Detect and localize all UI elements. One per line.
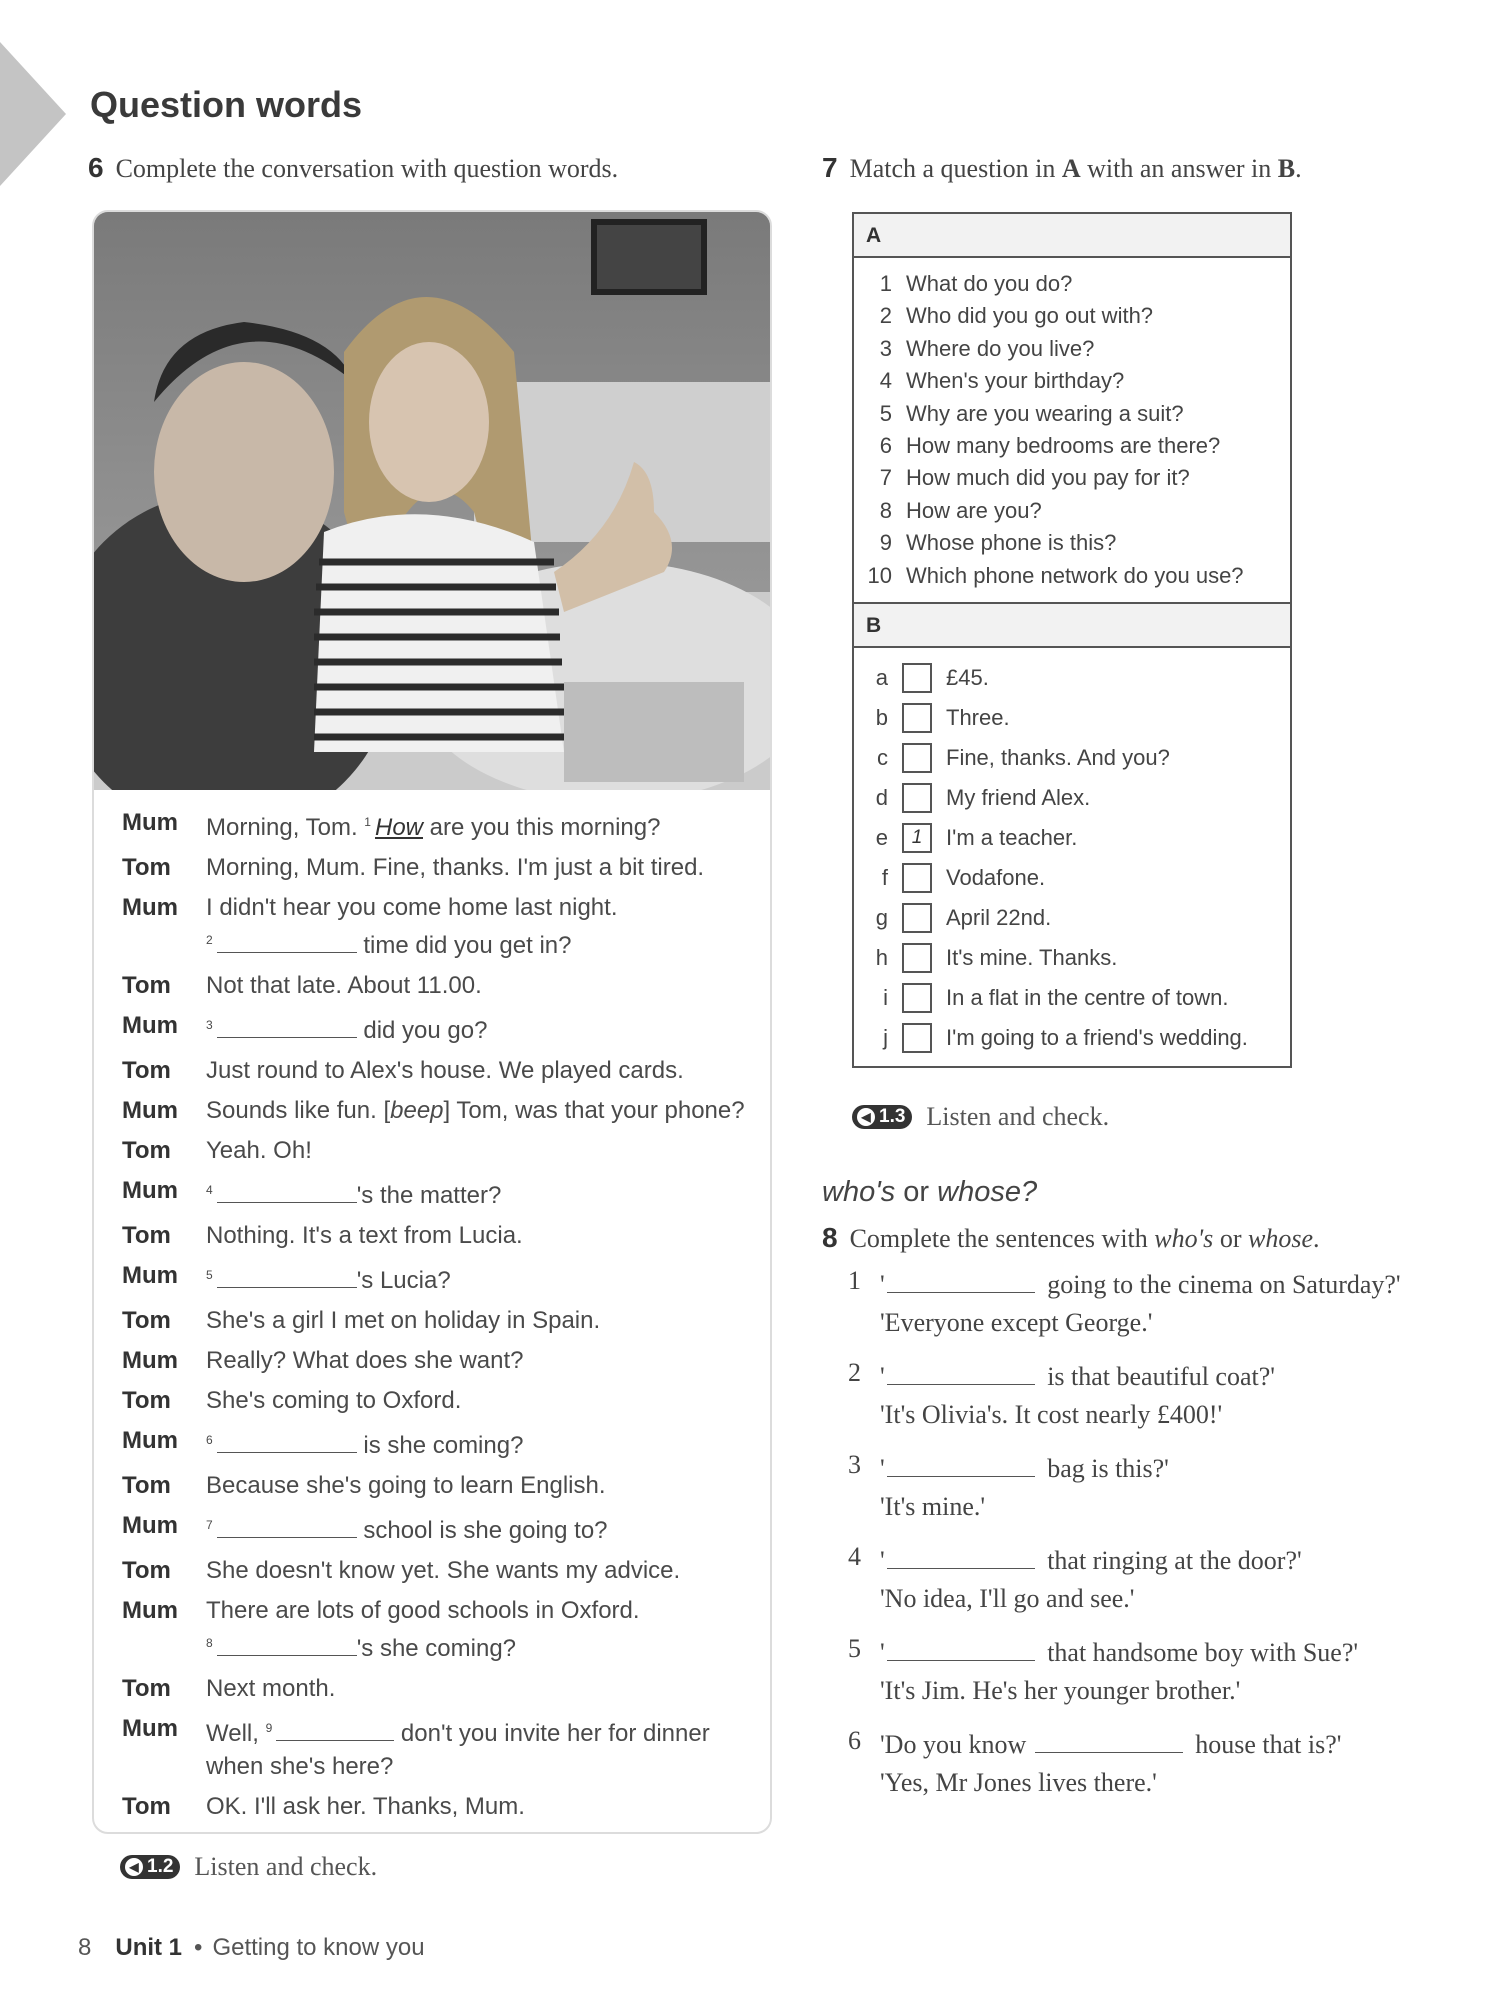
sentence-item bbox=[848, 1266, 1468, 1342]
item-number: 6 bbox=[848, 1726, 861, 1755]
speaker: Mum bbox=[122, 1597, 178, 1624]
answer-gap[interactable] bbox=[217, 1431, 357, 1453]
line-text: did you go? bbox=[356, 1017, 488, 1044]
question-number: 4 bbox=[879, 368, 892, 394]
reply-text: 'Everyone except George.' bbox=[880, 1308, 1153, 1337]
speaker: Mum bbox=[122, 1177, 178, 1204]
dialogue-line bbox=[122, 1424, 750, 1462]
answer-gap[interactable] bbox=[217, 1266, 357, 1288]
answer-letter: a bbox=[875, 665, 888, 690]
corner-tab bbox=[0, 42, 66, 186]
reply-text: 'It's Jim. He's her younger brother.' bbox=[880, 1676, 1241, 1705]
answer-gap[interactable] bbox=[217, 1016, 357, 1038]
answers-list bbox=[854, 648, 1290, 1058]
answer-box[interactable] bbox=[902, 863, 932, 893]
question-number: 8 bbox=[879, 497, 892, 523]
question-row bbox=[854, 300, 1290, 332]
line-text: She's a girl I met on holiday in Spain. bbox=[206, 1307, 601, 1334]
line-text: don't you invite her for dinner when she's here? bbox=[206, 1720, 710, 1780]
answer-text: Fine, thanks. And you? bbox=[946, 745, 1170, 770]
instruction-part: Complete the sentences with bbox=[849, 1224, 1155, 1253]
answer-box[interactable] bbox=[902, 943, 932, 973]
line-text: Well, bbox=[206, 1720, 266, 1747]
sentence-text: bag is this?' bbox=[1040, 1454, 1169, 1483]
instruction-part: . bbox=[1312, 1224, 1320, 1253]
line-text: are you this morning? bbox=[423, 814, 661, 841]
answer-letter: c bbox=[877, 745, 888, 770]
item-number: 1 bbox=[848, 1266, 861, 1295]
exercise-8-heading bbox=[822, 1222, 1319, 1254]
answer-letter: i bbox=[883, 985, 888, 1010]
dialogue-line bbox=[122, 1174, 750, 1212]
answer-box[interactable] bbox=[902, 903, 932, 933]
listen-text: Listen and check. bbox=[926, 1102, 1110, 1131]
speaker: Mum bbox=[122, 1012, 178, 1039]
speaker: Mum bbox=[122, 1427, 178, 1454]
speaker: Mum bbox=[122, 1262, 178, 1289]
dialogue-line bbox=[122, 1469, 750, 1502]
dialogue-line bbox=[122, 1509, 750, 1547]
conversation-panel bbox=[92, 210, 772, 1834]
line-text: Nothing. It's a text from Lucia. bbox=[206, 1222, 523, 1249]
instruction-part: A bbox=[1061, 154, 1081, 183]
instruction-part: or bbox=[1213, 1224, 1248, 1253]
answer-gap[interactable] bbox=[276, 1719, 394, 1741]
beep-text: beep bbox=[390, 1097, 444, 1124]
exercise-7-heading bbox=[822, 152, 1302, 184]
dialogue-line bbox=[122, 1094, 750, 1127]
separator: • bbox=[194, 1934, 203, 1961]
sentence-item bbox=[848, 1358, 1468, 1434]
gap-number: 8 bbox=[206, 1636, 213, 1650]
answer-row bbox=[854, 858, 1290, 898]
instruction-part: with an answer in bbox=[1080, 154, 1278, 183]
answer-text: My friend Alex. bbox=[946, 785, 1091, 810]
answer-box[interactable] bbox=[902, 783, 932, 813]
question-row bbox=[854, 495, 1290, 527]
subtitle-part: whose? bbox=[937, 1176, 1038, 1208]
sentence-text: going to the cinema on Saturday?' bbox=[1040, 1270, 1401, 1299]
section-title: Question words bbox=[90, 84, 363, 125]
sentence-text: ' bbox=[880, 1270, 885, 1299]
gap-number: 9 bbox=[265, 1721, 273, 1735]
answer-row bbox=[854, 938, 1290, 978]
speaker: Mum bbox=[122, 809, 178, 836]
line-text: Morning, Mum. Fine, thanks. I'm just a bit tired. bbox=[206, 854, 705, 881]
line-text: Not that late. About 11.00. bbox=[206, 972, 482, 999]
speaker: Mum bbox=[122, 1347, 178, 1374]
answer-gap[interactable] bbox=[217, 931, 357, 953]
line-text: Next month. bbox=[206, 1675, 336, 1702]
question-number: 7 bbox=[879, 465, 892, 491]
photo bbox=[94, 212, 770, 790]
question-row bbox=[854, 527, 1290, 559]
column-a-header: A bbox=[854, 214, 1290, 258]
question-text: Whose phone is this? bbox=[906, 530, 1117, 556]
answer-text: Vodafone. bbox=[946, 865, 1046, 890]
answer-box[interactable] bbox=[902, 1023, 932, 1053]
question-text: How much did you pay for it? bbox=[906, 465, 1190, 491]
speaker: Mum bbox=[122, 894, 178, 921]
line-text: Because she's going to learn English. bbox=[206, 1472, 606, 1499]
line-text: ] Tom, was that your phone? bbox=[443, 1097, 745, 1124]
answer-letter: e bbox=[875, 825, 888, 850]
answer-letter: g bbox=[875, 905, 888, 930]
answer-letter: f bbox=[881, 865, 888, 890]
line-text: time did you get in? bbox=[356, 932, 572, 959]
line-text: She doesn't know yet. She wants my advice. bbox=[206, 1557, 681, 1584]
reply-text: 'Yes, Mr Jones lives there.' bbox=[880, 1768, 1157, 1797]
line-text: 's Lucia? bbox=[356, 1267, 451, 1294]
dialogue-line bbox=[122, 1304, 750, 1337]
dialogue-line bbox=[122, 1259, 750, 1297]
gap-number: 7 bbox=[206, 1518, 213, 1532]
listen-text: Listen and check. bbox=[194, 1852, 378, 1881]
page-footer bbox=[78, 1934, 425, 1962]
audio-badge[interactable] bbox=[120, 1855, 180, 1879]
answer-row bbox=[854, 658, 1290, 698]
question-row bbox=[854, 430, 1290, 462]
question-text: How are you? bbox=[906, 497, 1042, 523]
line-text: She's coming to Oxford. bbox=[206, 1387, 462, 1414]
gap-number: 5 bbox=[206, 1268, 213, 1282]
dialogue-line bbox=[122, 969, 750, 1002]
column-b-header: B bbox=[854, 604, 1290, 648]
subtitle-part: who's bbox=[822, 1176, 896, 1208]
listen-and-check-1-2 bbox=[120, 1852, 377, 1882]
dialogue bbox=[122, 806, 750, 1830]
sentence-item bbox=[848, 1542, 1468, 1618]
line-text: 's the matter? bbox=[356, 1182, 502, 1209]
page-number: 8 bbox=[78, 1934, 92, 1961]
question-text: Where do you live? bbox=[906, 335, 1095, 361]
question-text: Which phone network do you use? bbox=[906, 562, 1244, 588]
answer-text: £45. bbox=[946, 665, 989, 690]
listen-and-check-1-3 bbox=[852, 1102, 1109, 1132]
exercise-8-list bbox=[848, 1266, 1468, 1818]
instruction-part: . bbox=[1295, 154, 1302, 183]
exercise-6-heading bbox=[88, 152, 618, 184]
question-row bbox=[854, 560, 1290, 592]
answer-row bbox=[854, 978, 1290, 1018]
answer-gap[interactable] bbox=[217, 1181, 357, 1203]
answer-gap[interactable] bbox=[887, 1547, 1035, 1569]
audio-track: 1.3 bbox=[879, 1106, 906, 1127]
answer-gap[interactable] bbox=[217, 1634, 357, 1656]
reply-text: 'No idea, I'll go and see.' bbox=[880, 1584, 1135, 1613]
sentence-item bbox=[848, 1634, 1468, 1710]
answer-letter: b bbox=[875, 705, 888, 730]
speaker: Mum bbox=[122, 1715, 178, 1742]
questions-list bbox=[854, 258, 1290, 604]
instruction-part: whose bbox=[1247, 1224, 1313, 1253]
answer-row bbox=[854, 1018, 1290, 1058]
match-table bbox=[852, 212, 1292, 1068]
answer-box[interactable] bbox=[902, 743, 932, 773]
unit-label: Unit 1 bbox=[115, 1934, 183, 1961]
answer-row bbox=[854, 818, 1290, 858]
dialogue-line bbox=[122, 1790, 750, 1823]
speaker: Tom bbox=[122, 1307, 171, 1334]
speaker-icon: ◀ bbox=[857, 1108, 875, 1126]
speaker: Tom bbox=[122, 1472, 171, 1499]
answer-row bbox=[854, 898, 1290, 938]
dialogue-line bbox=[122, 851, 750, 884]
answer-gap[interactable] bbox=[887, 1455, 1035, 1477]
speaker: Mum bbox=[122, 1512, 178, 1539]
sentence-item bbox=[848, 1726, 1468, 1802]
reply-text: 'It's mine.' bbox=[880, 1492, 986, 1521]
speaker-icon: ◀ bbox=[125, 1858, 143, 1876]
exercise-number: 8 bbox=[822, 1222, 838, 1253]
reply-text: 'It's Olivia's. It cost nearly £400!' bbox=[880, 1400, 1223, 1429]
exercise-number: 7 bbox=[822, 152, 838, 183]
item-number: 5 bbox=[848, 1634, 861, 1663]
question-text: What do you do? bbox=[906, 271, 1073, 296]
answer-gap[interactable] bbox=[217, 1516, 357, 1538]
question-number: 9 bbox=[879, 530, 892, 556]
line-text: There are lots of good schools in Oxford. bbox=[206, 1597, 640, 1624]
dialogue-line bbox=[122, 1554, 750, 1587]
sentence-text: ' bbox=[880, 1362, 885, 1391]
subtitle-part: or bbox=[895, 1176, 938, 1208]
answer-text: In a flat in the centre of town. bbox=[946, 985, 1229, 1010]
answer-text: I'm a teacher. bbox=[946, 825, 1078, 850]
line-text: 's she coming? bbox=[356, 1635, 517, 1662]
answer-box[interactable] bbox=[902, 983, 932, 1013]
answer-row bbox=[854, 738, 1290, 778]
dialogue-line bbox=[122, 1344, 750, 1377]
line-text: OK. I'll ask her. Thanks, Mum. bbox=[206, 1793, 525, 1820]
question-number: 3 bbox=[879, 335, 892, 361]
answer-box[interactable]: 1 bbox=[902, 823, 932, 853]
question-row bbox=[854, 462, 1290, 494]
sentence-text: 'Do you know bbox=[880, 1730, 1033, 1759]
speaker: Tom bbox=[122, 1137, 171, 1164]
dialogue-line bbox=[122, 1712, 750, 1783]
exercise-instruction: Complete the conversation with question words. bbox=[115, 154, 619, 183]
audio-track: 1.2 bbox=[147, 1856, 174, 1877]
question-row bbox=[854, 398, 1290, 430]
question-number: 2 bbox=[879, 303, 892, 329]
answer-gap[interactable] bbox=[887, 1639, 1035, 1661]
dialogue-line bbox=[122, 1672, 750, 1705]
speaker: Tom bbox=[122, 854, 171, 881]
speaker: Tom bbox=[122, 1675, 171, 1702]
gap-number: 3 bbox=[206, 1018, 213, 1032]
item-number: 2 bbox=[848, 1358, 861, 1387]
line-text: Really? What does she want? bbox=[206, 1347, 524, 1374]
answer-row bbox=[854, 698, 1290, 738]
line-text: Morning, Tom. bbox=[206, 814, 365, 841]
sentence-item bbox=[848, 1450, 1468, 1526]
line-text: Sounds like fun. [ bbox=[206, 1097, 391, 1124]
answer-letter: d bbox=[875, 785, 888, 810]
line-text: is she coming? bbox=[356, 1432, 524, 1459]
instruction-part: B bbox=[1277, 154, 1296, 183]
answer-row bbox=[854, 778, 1290, 818]
question-number: 5 bbox=[879, 400, 892, 426]
example-answer: How bbox=[374, 814, 423, 841]
question-number: 1 bbox=[879, 271, 892, 296]
speaker: Tom bbox=[122, 972, 171, 999]
speaker: Tom bbox=[122, 1222, 171, 1249]
dialogue-line bbox=[122, 1134, 750, 1167]
line-text: school is she going to? bbox=[356, 1517, 608, 1544]
dialogue-line bbox=[122, 1384, 750, 1417]
sentence-text: ' bbox=[880, 1454, 885, 1483]
answer-box[interactable] bbox=[902, 703, 932, 733]
answer-gap[interactable] bbox=[1035, 1731, 1183, 1753]
speaker: Tom bbox=[122, 1057, 171, 1084]
speaker: Mum bbox=[122, 1097, 178, 1124]
question-text: Who did you go out with? bbox=[906, 303, 1154, 329]
question-row bbox=[854, 333, 1290, 365]
sentence-text: that handsome boy with Sue?' bbox=[1040, 1638, 1359, 1667]
audio-badge[interactable] bbox=[852, 1105, 912, 1129]
sentence-text: that ringing at the door?' bbox=[1040, 1546, 1302, 1575]
answer-text: I'm going to a friend's wedding. bbox=[946, 1025, 1248, 1050]
subsection-title bbox=[822, 1176, 1037, 1209]
dialogue-line bbox=[122, 1054, 750, 1087]
gap-number: 4 bbox=[206, 1183, 213, 1197]
question-number: 6 bbox=[879, 433, 892, 459]
item-number: 4 bbox=[848, 1542, 861, 1571]
dialogue-line bbox=[122, 1009, 750, 1047]
dialogue-line bbox=[122, 891, 750, 962]
answer-letter: j bbox=[883, 1025, 888, 1050]
dialogue-line bbox=[122, 1219, 750, 1252]
dialogue-line bbox=[122, 1594, 750, 1665]
sentence-text: is that beautiful coat?' bbox=[1040, 1362, 1275, 1391]
line-text: I didn't hear you come home last night. bbox=[206, 894, 618, 921]
answer-text: It's mine. Thanks. bbox=[946, 945, 1118, 970]
sentence-text: house that is?' bbox=[1188, 1730, 1342, 1759]
speaker: Tom bbox=[122, 1557, 171, 1584]
question-text: Why are you wearing a suit? bbox=[906, 400, 1184, 426]
question-text: When's your birthday? bbox=[906, 368, 1125, 394]
gap-number: 1 bbox=[364, 815, 371, 829]
sentence-text: ' bbox=[880, 1638, 885, 1667]
question-row bbox=[854, 365, 1290, 397]
speaker: Tom bbox=[122, 1793, 171, 1820]
line-text: Just round to Alex's house. We played cards. bbox=[206, 1057, 684, 1084]
item-number: 3 bbox=[848, 1450, 861, 1479]
question-text: How many bedrooms are there? bbox=[906, 433, 1221, 459]
instruction-part: Match a question in bbox=[849, 154, 1062, 183]
gap-number: 2 bbox=[206, 933, 213, 947]
gap-number: 6 bbox=[206, 1433, 213, 1447]
answer-letter: h bbox=[875, 945, 888, 970]
speaker: Tom bbox=[122, 1387, 171, 1414]
answer-box[interactable] bbox=[902, 663, 932, 693]
exercise-number: 6 bbox=[88, 152, 104, 183]
line-text: Yeah. Oh! bbox=[206, 1137, 312, 1164]
question-number: 10 bbox=[867, 562, 892, 588]
answer-text: Three. bbox=[946, 705, 1010, 730]
question-row bbox=[854, 268, 1290, 300]
instruction-part: who's bbox=[1154, 1224, 1214, 1253]
answer-text: April 22nd. bbox=[946, 905, 1052, 930]
answer-gap[interactable] bbox=[887, 1271, 1035, 1293]
sentence-text: ' bbox=[880, 1546, 885, 1575]
dialogue-line bbox=[122, 806, 750, 844]
answer-gap[interactable] bbox=[887, 1363, 1035, 1385]
unit-topic: Getting to know you bbox=[212, 1934, 425, 1961]
